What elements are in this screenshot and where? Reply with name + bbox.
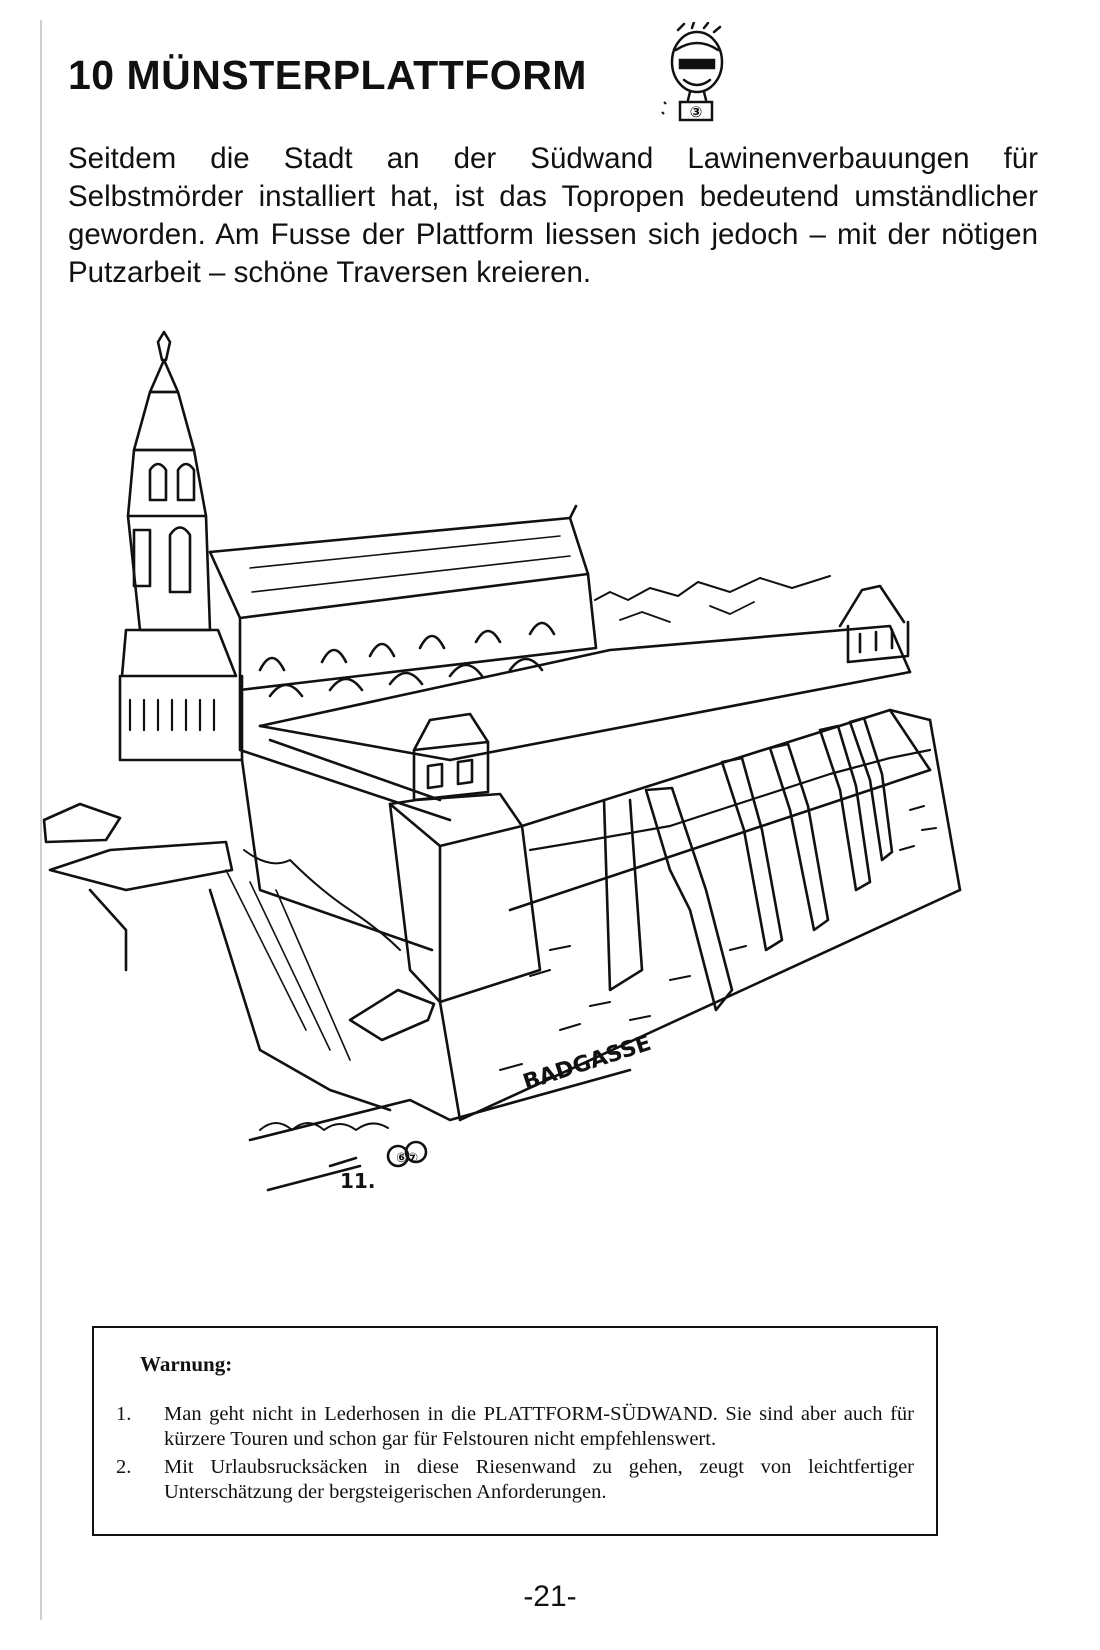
warning-item-number: 1.: [116, 1403, 132, 1425]
street-label-badgasse: BADGASSE: [520, 1030, 655, 1096]
mascot-badge: ③: [689, 103, 703, 121]
warning-item-text: Man geht nicht in Lederhosen in die PLATTFORM-SÜDWAND. Sie sind aber auch für kürzere Touren und schon gar für Felstouren nicht empfehlenswert.: [164, 1403, 914, 1450]
page-title: 10 MÜNSTERPLATTFORM: [68, 52, 587, 98]
warning-item: [114, 1402, 914, 1452]
route-pointer-label: ⑥⑦: [396, 1151, 419, 1166]
warning-item: [114, 1455, 914, 1505]
warning-item-number: 2.: [116, 1456, 132, 1478]
warning-item-text: Mit Urlaubsrucksäcken in diese Riesenwand zu gehen, zeugt von leichtfertiger Unterschätzung der bergsteigerischen Anforderungen.: [164, 1456, 914, 1503]
warning-heading: Warnung:: [140, 1352, 233, 1376]
warning-list: [114, 1402, 914, 1508]
route-marker-label: 11.: [340, 1169, 376, 1193]
page-number: -21-: [523, 1580, 577, 1613]
intro-paragraph: Seitdem die Stadt an der Südwand Lawinenverbauungen für Selbstmörder installiert hat, ist das Topropen bedeutend umständlicher geworden. Am Fusse der Plattform liessen sich jedoch – mit der nötigen Putzarbeit – schöne Traversen kreieren.: [68, 142, 1038, 289]
munsterplattform-illustration: [30, 330, 1070, 1260]
warning-box: [92, 1326, 938, 1536]
climber-face-icon: [658, 22, 736, 124]
